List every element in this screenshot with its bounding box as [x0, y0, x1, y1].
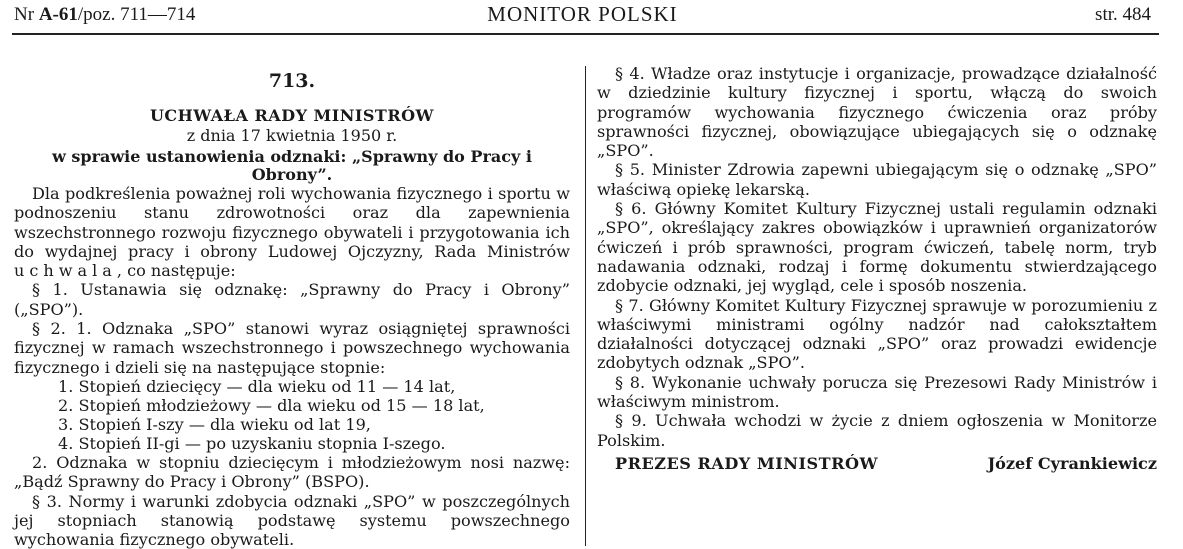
signature-role: PREZES RADY MINISTRÓW [615, 453, 879, 473]
right-column [597, 64, 1157, 473]
list-item: 3. Stopień I-szy — dla wieku od lat 19, [58, 414, 371, 434]
header-rule [12, 33, 1159, 35]
position-range: /poz. 711—714 [77, 4, 196, 25]
section-2-1: § 2. 1. Odznaka „SPO” stanowi wyraz osiągniętej sprawności fizycznej w ramach wszechstronnego i powszechnego wychowania fizycznego i dzieli się na następujące stopnie: [14, 319, 570, 377]
section-3: § 3. Normy i warunki zdobycia odznaki „SPO” w poszczególnych jej stopniach stanowią podstawę systemu powszechnego wychowania fizycznego obywateli. [14, 491, 570, 549]
signature-name: Józef Cyrankiewicz [987, 453, 1157, 473]
item-number: 713. [268, 70, 316, 92]
issue-number: A-61 [38, 4, 78, 25]
resolution-subject: w sprawie ustanowienia odznaki: „Sprawny do Pracy i Obrony”. [52, 147, 532, 184]
section-8: § 8. Wykonanie uchwały porucza się Prezesowi Rady Ministrów i właściwym ministrom. [597, 372, 1157, 412]
resolution-date: z dnia 17 kwietnia 1950 r. [186, 126, 398, 145]
signature-block [597, 454, 1157, 473]
column-divider [585, 66, 586, 546]
section-9: § 9. Uchwała wchodzi w życie z dniem ogłoszenia w Monitorze Polskim. [597, 411, 1157, 450]
page-header [14, 0, 1151, 30]
list-item: 1. Stopień dziecięcy — dla wieku od 11 — 14 lat, [58, 376, 456, 396]
section-2-2: 2. Odznaka w stopniu dziecięcym i młodzieżowym nosi nazwę: „Bądź Sprawny do Pracy i Obrony” (BSPO). [14, 452, 570, 492]
section-5: § 5. Minister Zdrowia zapewni ubiegającym się o odznakę „SPO” właściwą opiekę lekarską. [597, 160, 1157, 199]
preamble-uchwala: uchwala [14, 261, 117, 281]
list-item: 4. Stopień II-gi — po uzyskaniu stopnia I-szego. [58, 433, 446, 453]
preamble-text: Dla podkreślenia poważnej roli wychowania fizycznego i sportu w podnoszeniu stanu zdrowotności oraz dla zapewnienia wszechstronnego rozwoju fizycznego obywateli i przygotowania ich do wydajnej pracy i obrony Ludowej Ojczyzny, Rada Ministrów [14, 184, 570, 261]
list-item: 2. Stopień młodzieżowy — dla wieku od 15 — 18 lat, [58, 395, 485, 415]
issue-prefix: Nr [14, 4, 39, 25]
preamble-end: , co następuje: [116, 261, 236, 281]
preamble [14, 184, 570, 280]
section-4: § 4. Władze oraz instytucje i organizacje, prowadzące działalność w dziedzinie kultury fizycznej i sportu, włączą do swoich programów wychowania fizycznego ćwiczenia oraz próby sprawności fizycznej, obowiązujące ubiegających się o odznakę „SPO”. [597, 64, 1157, 161]
section-1: § 1. Ustanawia się odznakę: „Sprawny do Pracy i Obrony” („SPO”). [14, 280, 570, 319]
journal-title: MONITOR POLSKI [487, 2, 678, 26]
section-7: § 7. Główny Komitet Kultury Fizycznej sprawuje w porozumieniu z właściwymi ministrami ogólny nadzór nad całokształtem działalności dotyczącej odznaki „SPO” oraz prowadzi ewidencje zdobytych odznak „SPO”. [597, 295, 1157, 373]
section-6: § 6. Główny Komitet Kultury Fizycznej ustali regulamin odznaki „SPO”, określający zakres obowiązków i uprawnień organizatorów ćwiczeń i prób sprawności, program ćwiczeń, tabelę norm, tryb nadawania odznaki, rodzaj i formę dokumentu stwierdzającego zdobycie odznaki, jej wygląd, cele i sposób noszenia. [597, 199, 1157, 296]
degree-list [58, 377, 570, 453]
resolution-title: UCHWAŁA RADY MINISTRÓW [149, 106, 435, 125]
left-column [14, 64, 570, 549]
page-number: str. 484 [1095, 4, 1151, 25]
